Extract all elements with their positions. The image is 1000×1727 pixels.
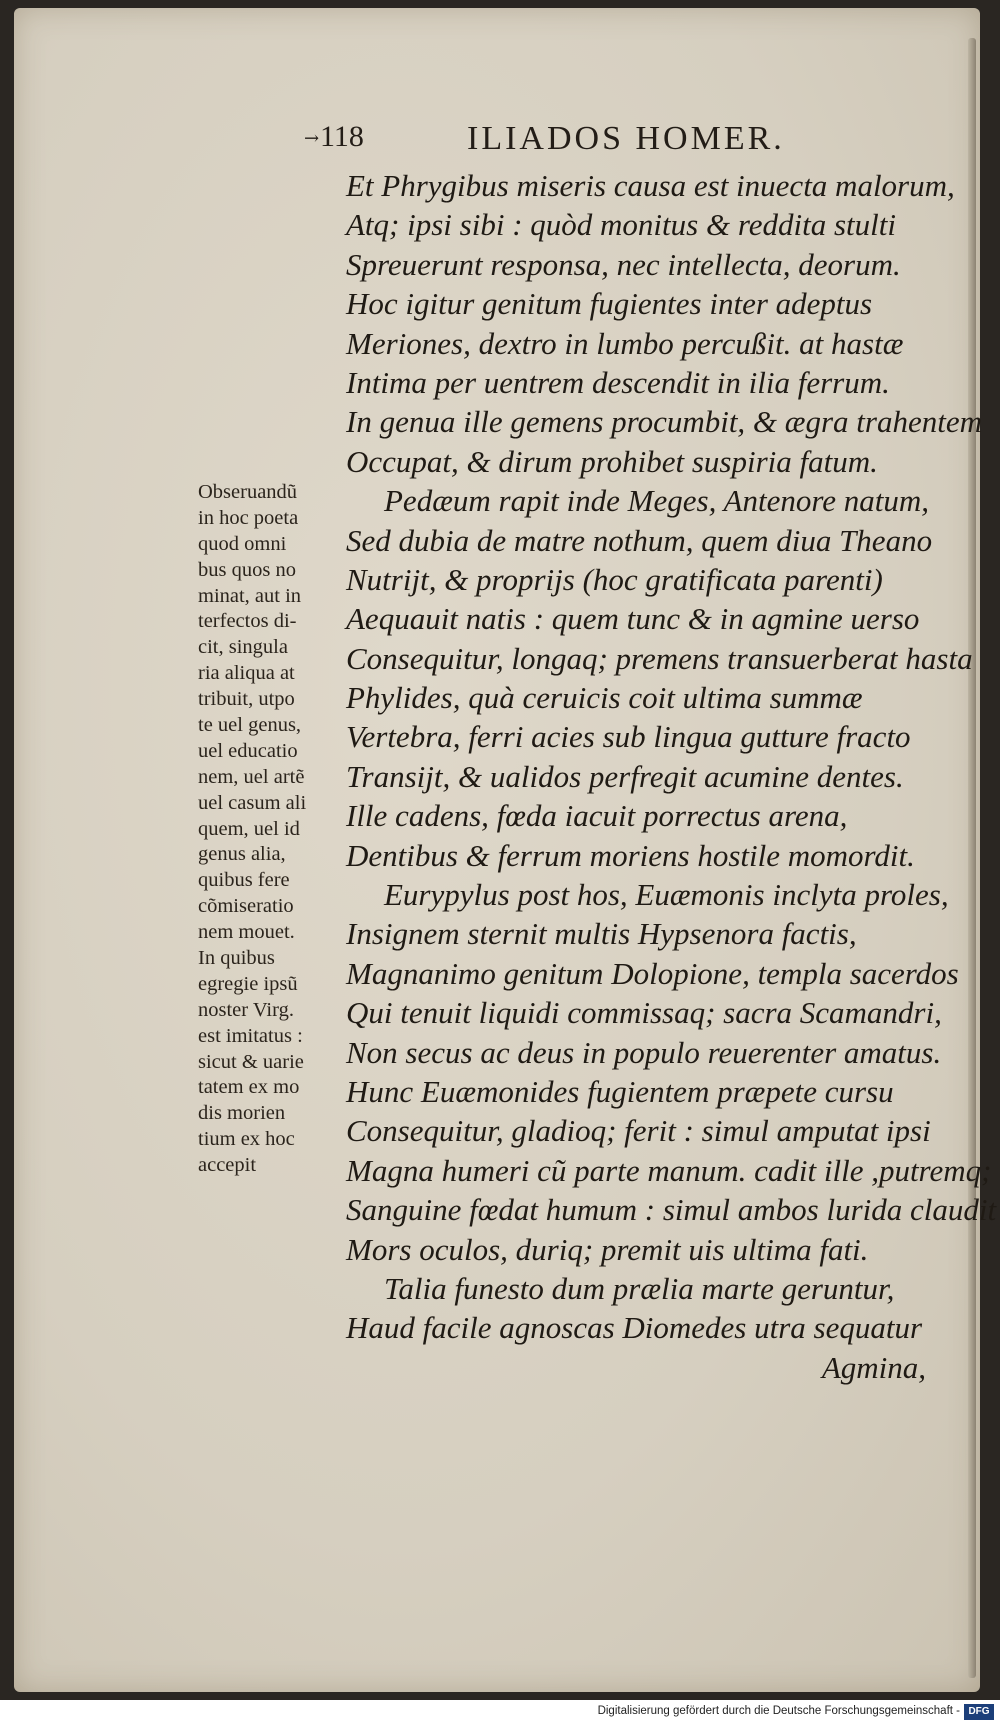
- verse-line: Meriones, dextro in lumbo percußit. at hastæ: [346, 325, 904, 361]
- verse-line: Nutrijt, & proprijs (hoc gratificata parenti): [346, 561, 883, 597]
- gloss-line: dis morien: [198, 1102, 286, 1125]
- gloss-line: noster Virg.: [198, 998, 294, 1021]
- gloss-line: genus alia,: [198, 843, 286, 866]
- dfg-logo-icon: DFG: [964, 1704, 994, 1720]
- verse-line: Magnanimo genitum Dolopione, templa sacerdos: [346, 955, 959, 991]
- gloss-line: egregie ipsũ: [198, 972, 298, 995]
- verse-line: Insignem sternit multis Hypsenora factis,: [346, 916, 857, 952]
- verse-line: Consequitur, longaq; premens transuerberat hasta: [346, 640, 973, 676]
- verse-line: Eurypylus post hos, Euæmonis inclyta proles,: [384, 877, 949, 913]
- page-number: 118: [320, 120, 364, 153]
- gloss-line: nem, uel artẽ: [198, 765, 305, 788]
- gloss-line: cõmiseratio: [198, 895, 294, 918]
- gloss-line: Obseruandũ: [198, 481, 298, 503]
- footer-credit: Digitalisierung gefördert durch die Deutsche Forschungsgemeinschaft -: [597, 1705, 960, 1717]
- verse-line: Sed dubia de matre nothum, quem diua Theano: [346, 522, 933, 558]
- verse-line: Sanguine fœdat humum : simul ambos lurida claudit: [346, 1192, 997, 1228]
- verse-line: Aequauit natis : quem tunc & in agmine uerso: [346, 601, 920, 637]
- gloss-line: tium ex hoc: [198, 1128, 295, 1151]
- verse-line: Qui tenuit liquidi commissaq; sacra Scamandri,: [346, 995, 942, 1031]
- gloss-line: bus quos no: [198, 558, 296, 581]
- verse-line: Mors oculos, duriq; premit uis ultima fati.: [346, 1231, 869, 1267]
- marginal-gloss: [198, 480, 338, 1179]
- verse-line: Intima per uentrem descendit in ilia ferrum.: [346, 364, 890, 400]
- verse-line: Phylides, quà ceruicis coit ultima summæ: [346, 680, 863, 716]
- gloss-line: nem mouet.: [198, 921, 295, 944]
- verse-line: Consequitur, gladioq; ferit : simul amputat ipsi: [346, 1113, 931, 1149]
- gloss-line: uel casum ali: [198, 791, 307, 814]
- gloss-line: quibus fere: [198, 869, 290, 892]
- verse-line: Pedæum rapit inde Meges, Antenore natum,: [384, 483, 929, 519]
- verse-line: Dentibus & ferrum moriens hostile momordit.: [346, 837, 915, 873]
- catchword: Agmina,: [821, 1349, 926, 1385]
- verse-line: Transijt, & ualidos perfregit acumine dentes.: [346, 758, 904, 794]
- gloss-line: tribuit, utpo: [198, 688, 295, 711]
- gloss-line: in hoc poeta: [198, 506, 299, 529]
- arrow-marker-icon: →: [304, 128, 320, 149]
- gloss-line: ria aliqua at: [198, 662, 295, 685]
- gloss-line: quem, uel id: [198, 817, 300, 840]
- verse-line: Spreuerunt responsa, nec intellecta, deorum.: [346, 246, 901, 282]
- gloss-line: uel educatio: [198, 739, 298, 762]
- verse-line: Ille cadens, fœda iacuit porrectus arena,: [346, 798, 848, 834]
- verse-line: Vertebra, ferri acies sub lingua gutture fracto: [346, 719, 911, 755]
- verse-line: Talia funesto dum prælia marte geruntur,: [384, 1270, 895, 1306]
- verse-line: Magna humeri cũ parte manum. cadit ille ,putremq;: [346, 1152, 992, 1188]
- verse-line: Non secus ac deus in populo reuerenter amatus.: [346, 1034, 942, 1070]
- verse-line: Hunc Euæmonides fugientem præpete cursu: [346, 1073, 894, 1109]
- page-title: ILIADOS HOMER.: [467, 120, 785, 157]
- verse-line: Haud facile agnoscas Diomedes utra sequatur: [346, 1310, 923, 1346]
- gloss-line: terfectos di-: [198, 610, 297, 633]
- verse-line: Hoc igitur genitum fugientes inter adeptus: [346, 286, 873, 322]
- gloss-line: cit, singula: [198, 636, 288, 659]
- gloss-line: est imitatus :: [198, 1024, 303, 1047]
- verse-line: In genua ille gemens procumbit, & ægra trahentem: [346, 404, 982, 440]
- verse-line: Occupat, & dirum prohibet suspiria fatum.: [346, 443, 878, 479]
- gloss-line: sicut & uarie: [198, 1050, 304, 1073]
- verse-block: [346, 166, 997, 1387]
- running-head: [304, 120, 824, 160]
- gloss-line: accepit: [198, 1154, 257, 1177]
- gloss-line: minat, aut in: [198, 584, 302, 607]
- footer-bar: [0, 1700, 1000, 1727]
- gloss-line: te uel genus,: [198, 714, 302, 737]
- verse-line: Atq; ipsi sibi : quòd monitus & reddita stulti: [346, 207, 896, 243]
- gloss-line: tatem ex mo: [198, 1076, 300, 1099]
- book-page: [14, 8, 997, 1692]
- gloss-line: quod omni: [198, 532, 287, 555]
- verse-line: Et Phrygibus miseris causa est inuecta malorum,: [346, 168, 955, 203]
- gloss-line: In quibus: [198, 947, 275, 970]
